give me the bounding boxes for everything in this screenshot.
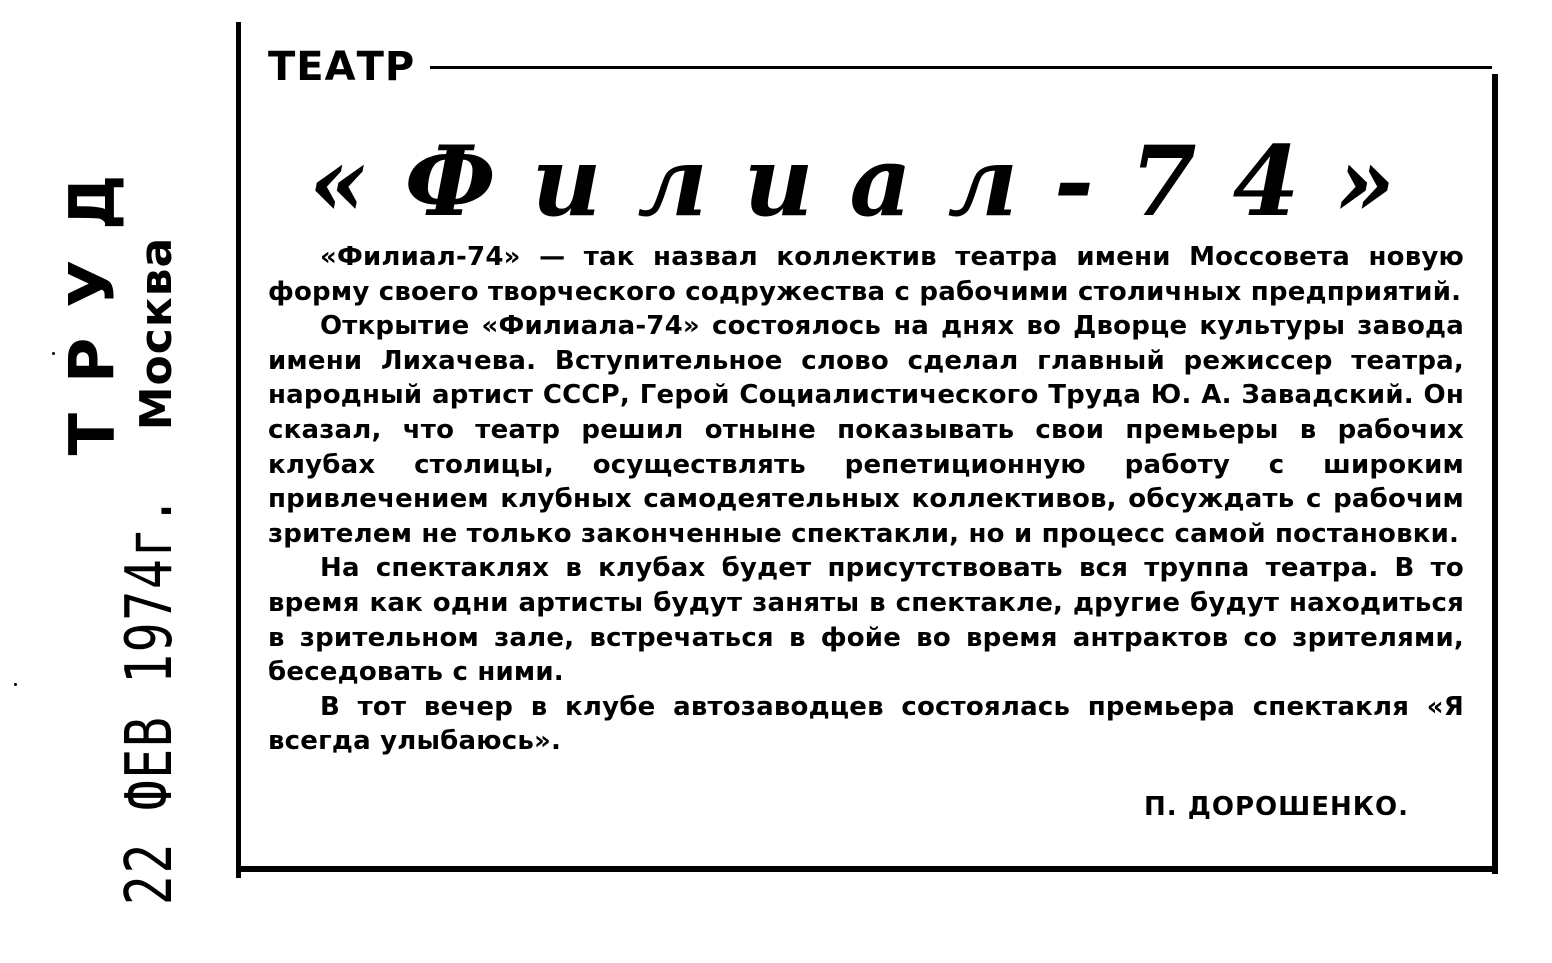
frame-right-border bbox=[1492, 74, 1498, 874]
archive-stamp bbox=[0, 0, 230, 924]
stamp-date-line bbox=[113, 237, 187, 963]
paragraph: На спектаклях в клубах будет присутствовать вся труппа театра. В то время как одни артисты будут заняты в спектакле, другие будут находиться в зрительном зале, встречаться в фойе во время антрактов со зрителями, беседовать с ними. bbox=[268, 553, 1464, 688]
stamp-city: Москва bbox=[131, 236, 182, 431]
paragraph: «Филиал-74» — так назвал коллектив театра имени Моссовета новую форму своего творческого содружества с рабочими столичных предприятий. bbox=[268, 242, 1464, 307]
frame-left-border bbox=[236, 22, 241, 878]
rubric-rule bbox=[430, 66, 1492, 69]
paragraph: Открытие «Филиала-74» состоялось на днях во Дворце культуры завода имени Лихачева. Вступительное слово сделал главный режиссер театра, народный артист СССР, Герой Социалистического Труда Ю. А. Завадский. Он сказал, что театр решил отныне показывать свои премьеры в рабочих клубах столицы, осуществлять репетиционную работу с широким привлечением клубных самодеятельных коллективов, обсуждать с рабочим зрителем не только законченные спектакли, но и процесс самой постановки. bbox=[268, 311, 1464, 549]
speck bbox=[52, 352, 55, 355]
stamp-source: ТРУД bbox=[55, 144, 129, 456]
frame-bottom-border bbox=[236, 866, 1498, 872]
byline: П. ДОРОШЕНКО. bbox=[1144, 792, 1409, 822]
article-body bbox=[268, 240, 1464, 759]
rubric: ТЕАТР bbox=[268, 44, 416, 90]
paragraph: В тот вечер в клубе автозаводцев состоялась премьера спектакля «Я всегда улыбаюсь». bbox=[268, 691, 1464, 757]
speck bbox=[14, 683, 17, 686]
headline: «Филиал-74» bbox=[308, 125, 1432, 238]
stamp-date: 22 ФЕВ 1974г. bbox=[113, 494, 187, 906]
